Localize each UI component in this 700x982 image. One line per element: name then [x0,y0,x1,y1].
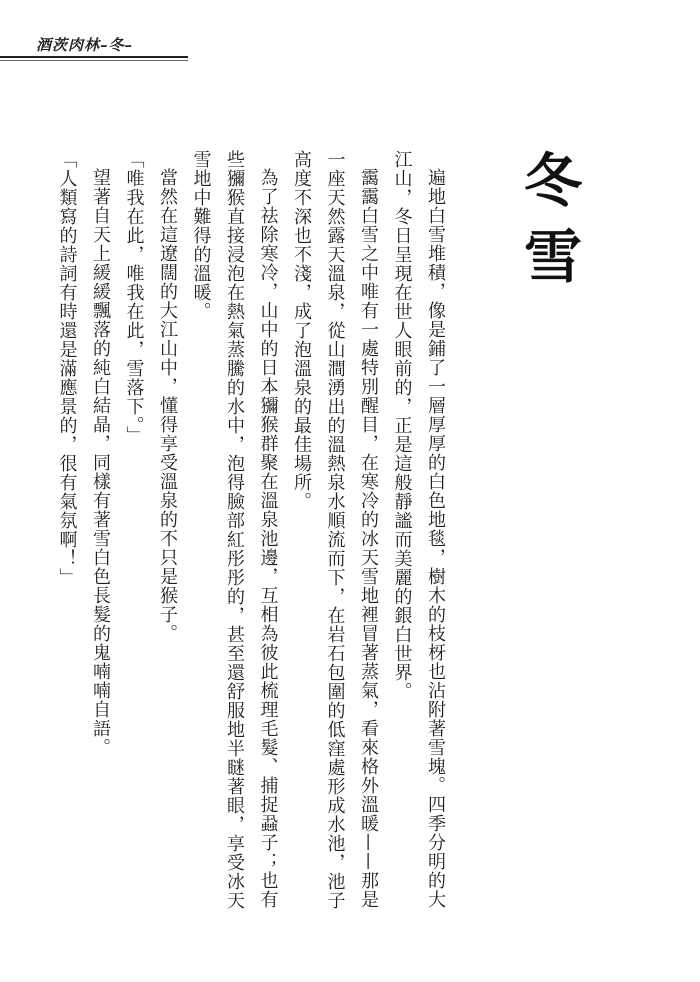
paragraph: 靄靄白雪之中唯有一處特別醒目，在寒冷的冰天雪地裡冒著蒸氣，看來格外溫暖——那是一座天然露天溫泉，從山澗湧出的溫熱泉水順流而下，在岩石包圍的低窪處形成水池，池子高度不深也不淺，成了泡溫泉的最佳場所。 [291,150,379,910]
header-rule-thin [0,60,188,61]
running-title: 酒茨肉林–冬– [36,36,134,54]
header-rule [0,56,188,58]
dialogue-line: 「唯我在此，唯我在此，雪落下。」 [123,150,145,445]
paragraph: 遍地白雪堆積，像是鋪了一層厚厚的白色地毯，樹木的枝枒也沾附著雪塊。四季分明的大江山，冬日呈現在世人眼前的，正是這般靜謐而美麗的銀白世界。 [391,150,446,909]
running-header [0,0,700,70]
chapter-title: 冬雪 [514,150,582,302]
dialogue-line: 「人類寫的詩詞有時還是滿應景的，很有氣氛啊！」 [56,150,78,587]
body-text [50,150,452,920]
paragraph: 當然在這遼闊的大江山中，懂得享受溫泉的不只是猴子。 [157,168,178,643]
paragraph: 望著自天上緩緩飄落的純白結晶，同樣有著雪白色長髮的鬼喃喃自語。 [90,168,111,757]
paragraph: 為了祛除寒冷，山中的日本獼猴群聚在溫泉池邊，互相為彼此梳理毛髮、捕捉蝨子；也有些獼猴直接浸泡在熱氣蒸騰的水中，泡得臉部紅彤彤的，甚至還舒服地半瞇著眼，享受冰天雪地中難得的溫暖。 [190,150,279,910]
